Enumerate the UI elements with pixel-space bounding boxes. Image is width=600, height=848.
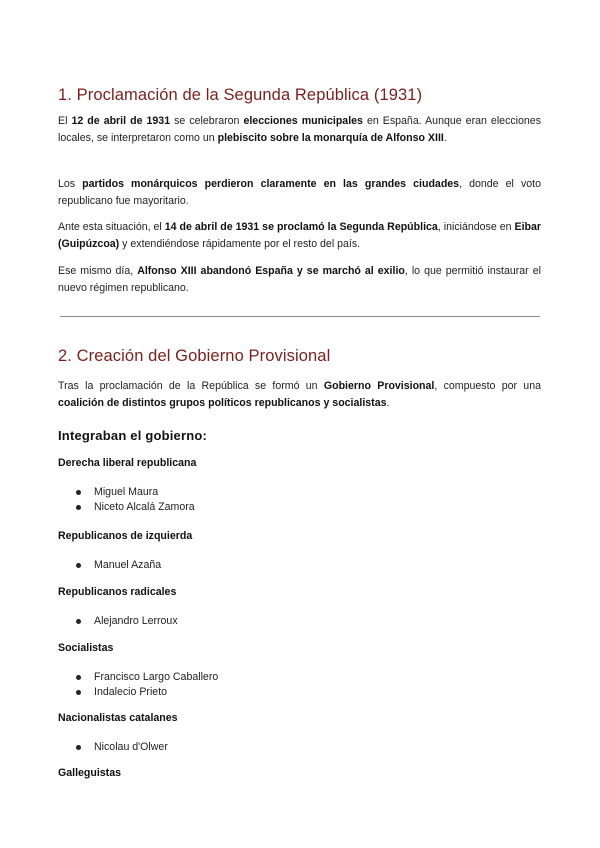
bold-text: coalición de distintos grupos políticos republicanos y socialistas <box>58 397 387 409</box>
bold-text: Gobierno Provisional <box>323 380 435 392</box>
group-title: Galleguistas <box>58 767 121 779</box>
bold-text: Eibar (Guipúzcoa) <box>58 221 541 250</box>
member-list-item: Francisco Largo Caballero <box>75 670 218 685</box>
government-members-subtitle: Integraban el gobierno: <box>58 428 208 443</box>
group-title: Republicanos radicales <box>58 586 177 598</box>
bold-text: partidos monárquicos perdieron claramente en las grandes ciudades <box>82 178 460 190</box>
group-members-list <box>75 558 161 573</box>
bold-text: plebiscito sobre la monarquía de Alfonso XIII <box>217 132 444 144</box>
section-1-paragraph-2: Los partidos monárquicos perdieron claramente en las grandes ciudades, donde el voto republicano fue mayoritario. <box>58 178 541 207</box>
section-1-paragraph-3: Ante esta situación, el 14 de abril de 1931 se proclamó la Segunda República, iniciándose en Eibar (Guipúzcoa) y extendiéndose rápidamente por el resto del país. <box>58 221 541 250</box>
group-members-list <box>75 670 218 700</box>
bold-text: elecciones municipales <box>243 115 363 127</box>
member-list-item: Indalecio Prieto <box>75 685 218 700</box>
member-list-item: Miguel Maura <box>75 485 195 500</box>
group-members-list <box>75 614 178 629</box>
section-2-heading: 2. Creación del Gobierno Provisional <box>58 347 331 365</box>
group-title: Nacionalistas catalanes <box>58 712 178 724</box>
group-title: Derecha liberal republicana <box>58 457 197 469</box>
bold-text: 14 de abril de 1931 se proclamó la Segunda República <box>164 221 438 233</box>
section-divider <box>60 316 540 317</box>
member-list-item: Manuel Azaña <box>75 558 161 573</box>
group-members-list <box>75 485 195 515</box>
section-1-heading: 1. Proclamación de la Segunda República (1931) <box>58 86 423 104</box>
member-list-item: Alejandro Lerroux <box>75 614 178 629</box>
member-list-item: Nicolau d'Olwer <box>75 740 168 755</box>
section-2-paragraph-1: Tras la proclamación de la República se formó un Gobierno Provisional, compuesto por una coalición de distintos grupos políticos republicanos y socialistas. <box>58 380 541 409</box>
group-title: Republicanos de izquierda <box>58 530 193 542</box>
section-1-paragraph-1: El 12 de abril de 1931 se celebraron elecciones municipales en España. Aunque eran elecciones locales, se interpretaron como un plebiscito sobre la monarquía de Alfonso XIII. <box>58 115 541 144</box>
section-1-paragraph-4: Ese mismo día, Alfonso XIII abandonó España y se marchó al exilio, lo que permitió instaurar el nuevo régimen republicano. <box>58 265 541 294</box>
member-list-item: Niceto Alcalá Zamora <box>75 500 195 515</box>
bold-text: Alfonso XIII abandonó España y se marchó al exilio <box>137 265 405 277</box>
group-title: Socialistas <box>58 642 114 654</box>
bold-text: 12 de abril de 1931 <box>71 115 171 127</box>
group-members-list <box>75 740 168 755</box>
